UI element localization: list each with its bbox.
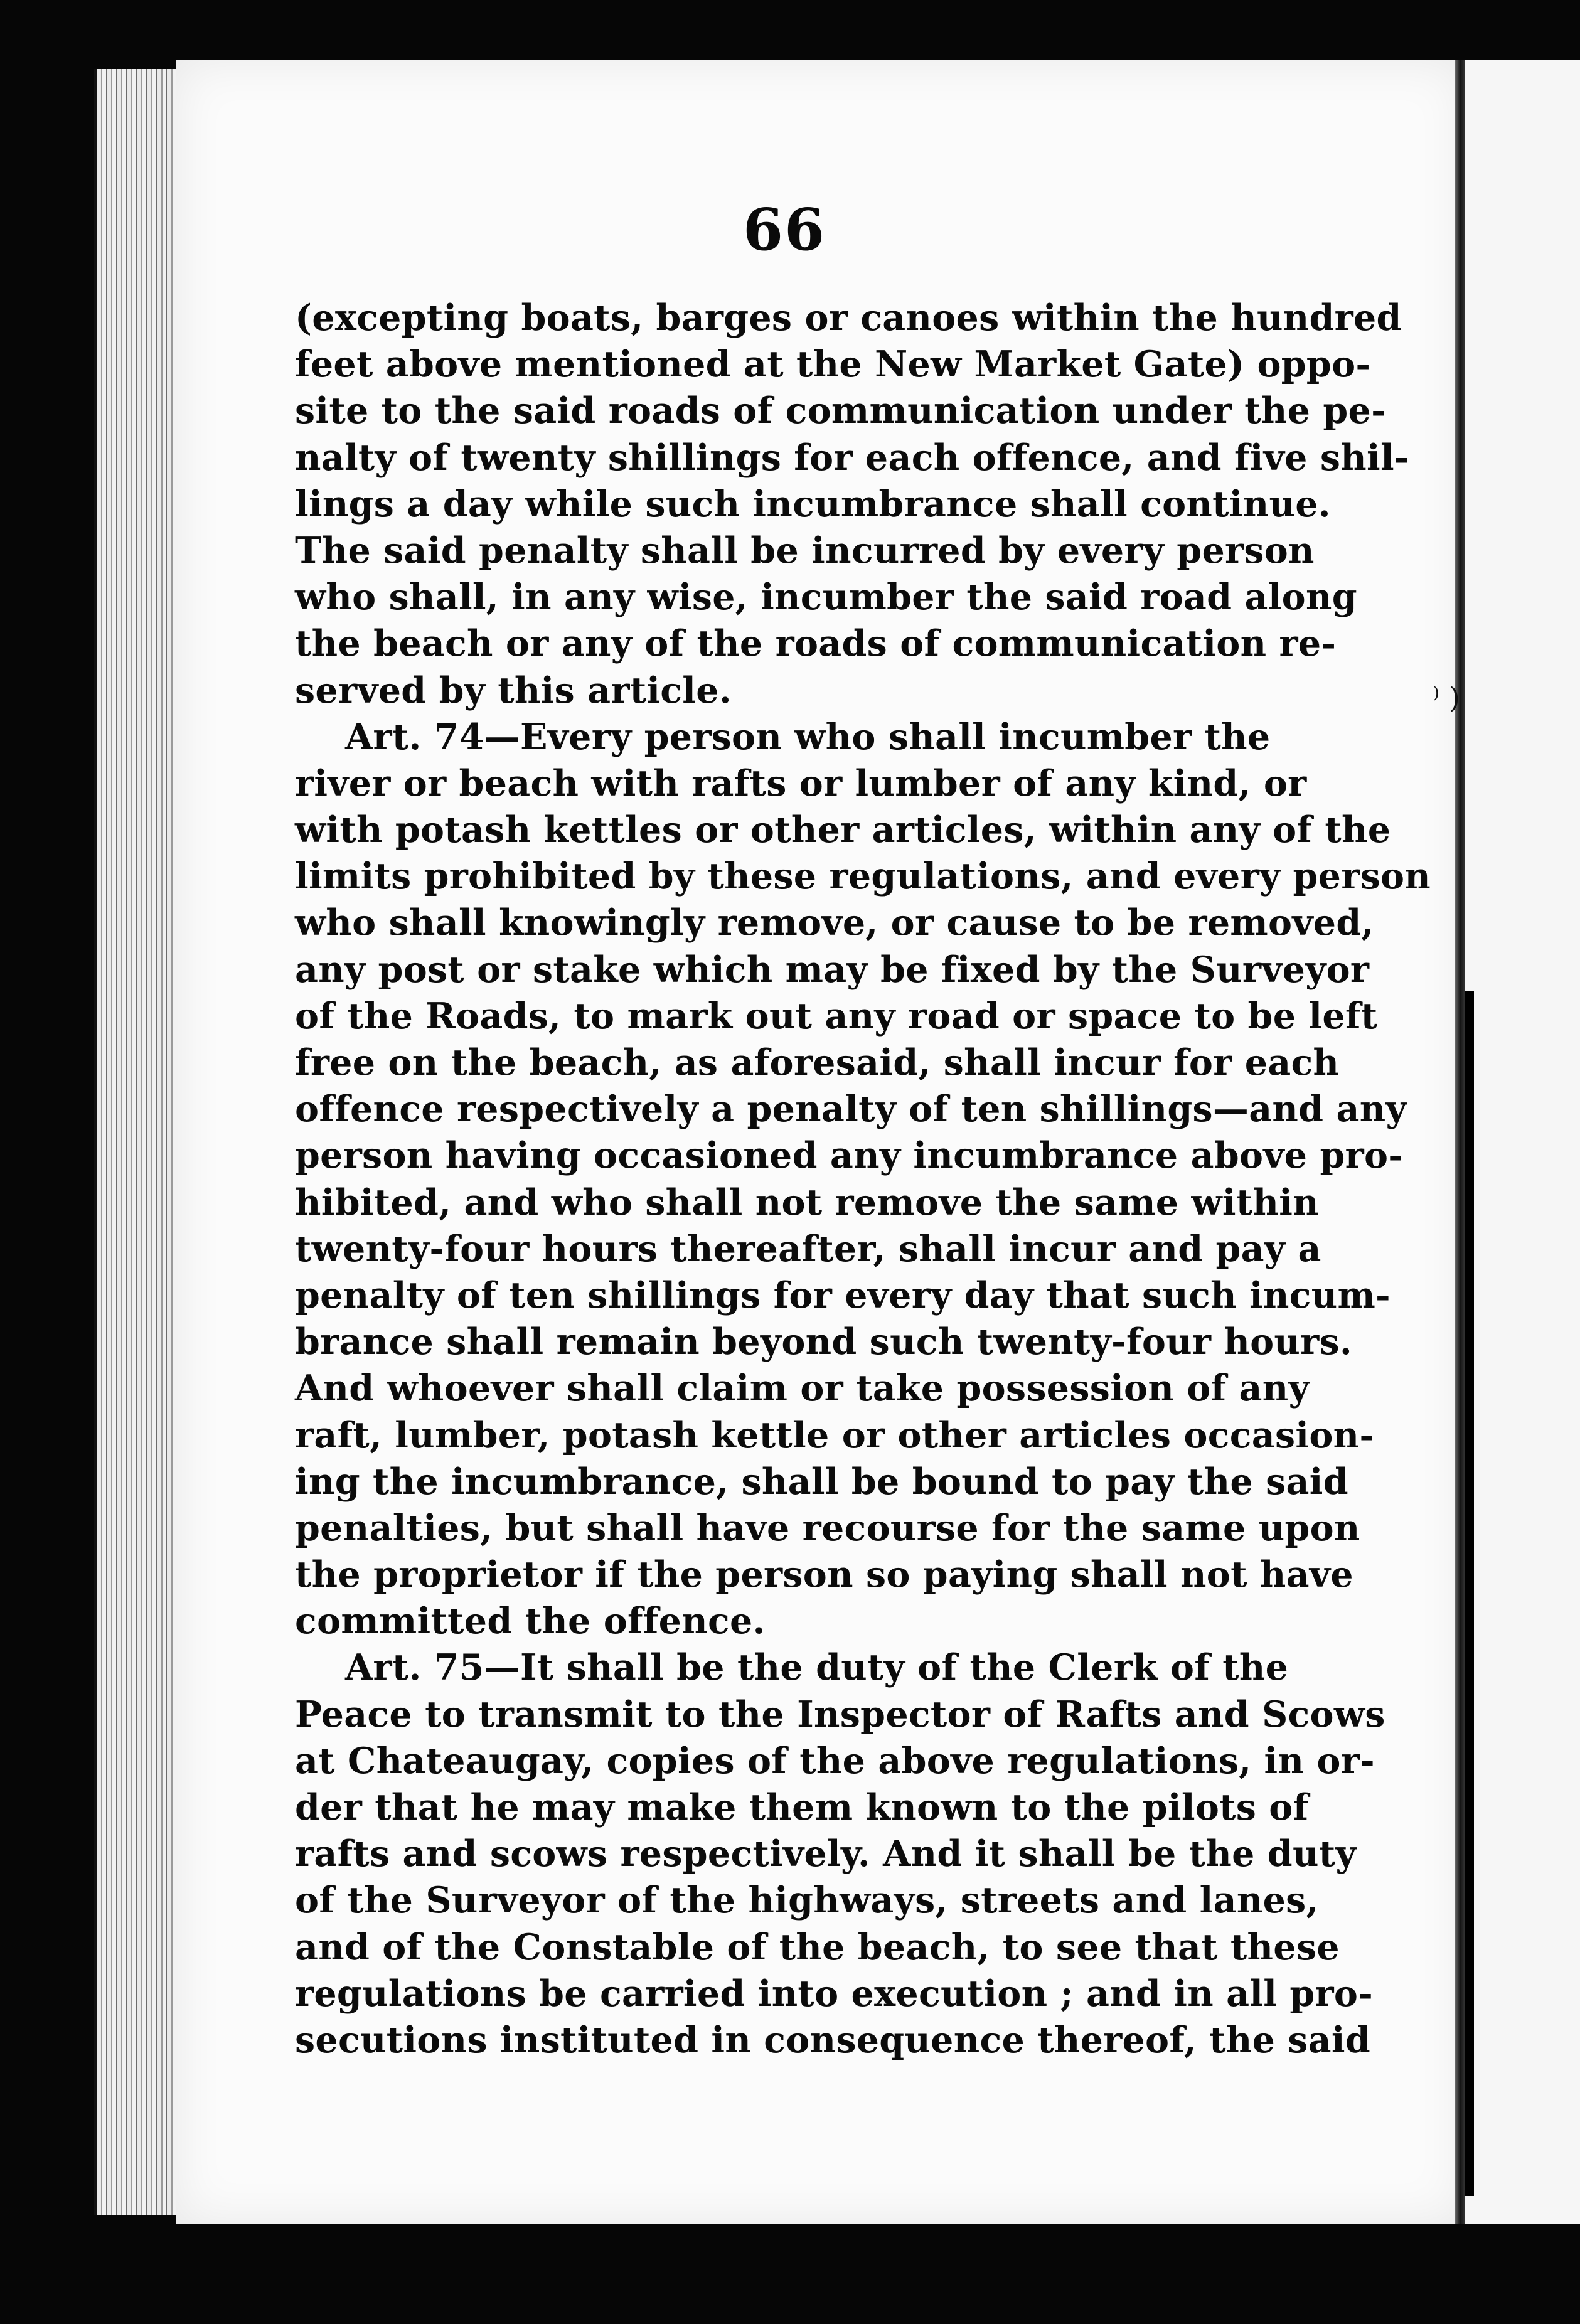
text-line: hibited, and who shall not remove the same within <box>295 1181 1319 1223</box>
body-text <box>295 295 1431 2064</box>
page-number: 66 <box>742 196 826 264</box>
facing-page <box>1465 60 1580 2224</box>
text-line: lings a day while such incumbrance shall continue. <box>295 482 1331 525</box>
text-line: der that he may make them known to the pilots of <box>295 1786 1309 1828</box>
facing-page-mark: ⁾ ) <box>1433 681 1460 715</box>
text-line: free on the beach, as aforesaid, shall incur for each <box>295 1042 1340 1084</box>
text-line: person having occasioned any incumbrance above pro- <box>295 1134 1404 1177</box>
text-line: Peace to transmit to the Inspector of Rafts and Scows <box>295 1693 1385 1735</box>
text-line: the beach or any of the roads of communication re- <box>295 622 1337 665</box>
text-line: offence respectively a penalty of ten shillings—and any <box>295 1088 1407 1131</box>
text-line: limits prohibited by these regulations, and every person <box>295 855 1431 898</box>
text-line: And whoever shall claim or take possession of any <box>295 1367 1310 1410</box>
text-line: (excepting boats, barges or canoes within the hundred <box>295 297 1402 339</box>
text-line: river or beach with rafts or lumber of any kind, or <box>295 762 1307 804</box>
text-line: at Chateaugay, copies of the above regulations, in or- <box>295 1739 1375 1782</box>
text-line: served by this article. <box>295 669 732 712</box>
text-line: committed the offence. <box>295 1600 766 1643</box>
text-line: feet above mentioned at the New Market Gate) oppo- <box>295 343 1371 386</box>
text-line: secutions instituted in consequence thereof, the said <box>295 2018 1371 2061</box>
text-line: nalty of twenty shillings for each offence, and five shil- <box>295 436 1409 479</box>
text-line: The said penalty shall be incurred by every person <box>295 529 1315 572</box>
gutter-band <box>1465 991 1474 2196</box>
text-line: of the Roads, to mark out any road or space to be left <box>295 994 1378 1037</box>
text-line: Art. 74—Every person who shall incumber the <box>345 715 1271 758</box>
text-line: the proprietor if the person so paying shall not have <box>295 1554 1353 1596</box>
text-line: any post or stake which may be fixed by the Surveyor <box>295 948 1370 991</box>
text-line: twenty-four hours thereafter, shall incur and pay a <box>295 1227 1321 1270</box>
text-line: regulations be carried into execution ; and in all pro- <box>295 1972 1374 2015</box>
text-line: and of the Constable of the beach, to see that these <box>295 1926 1340 1968</box>
text-line: penalties, but shall have recourse for the same upon <box>295 1506 1360 1549</box>
text-line: who shall, in any wise, incumber the said road along <box>295 576 1357 619</box>
text-line: rafts and scows respectively. And it shall be the duty <box>295 1833 1357 1875</box>
text-line: of the Surveyor of the highways, streets and lanes, <box>295 1879 1319 1922</box>
page-edges <box>94 69 178 2215</box>
text-line: who shall knowingly remove, or cause to be removed, <box>295 902 1374 944</box>
text-line: raft, lumber, potash kettle or other articles occasion- <box>295 1414 1375 1456</box>
text-line: site to the said roads of communication under the pe- <box>295 390 1387 432</box>
text-line: ing the incumbrance, shall be bound to pay the said <box>295 1460 1348 1503</box>
text-line: with potash kettles or other articles, within any of the <box>295 809 1391 851</box>
text-line: brance shall remain beyond such twenty-four hours. <box>295 1321 1353 1363</box>
text-line: penalty of ten shillings for every day that such incum- <box>295 1274 1391 1316</box>
text-line: Art. 75—It shall be the duty of the Clerk of the <box>345 1646 1289 1689</box>
